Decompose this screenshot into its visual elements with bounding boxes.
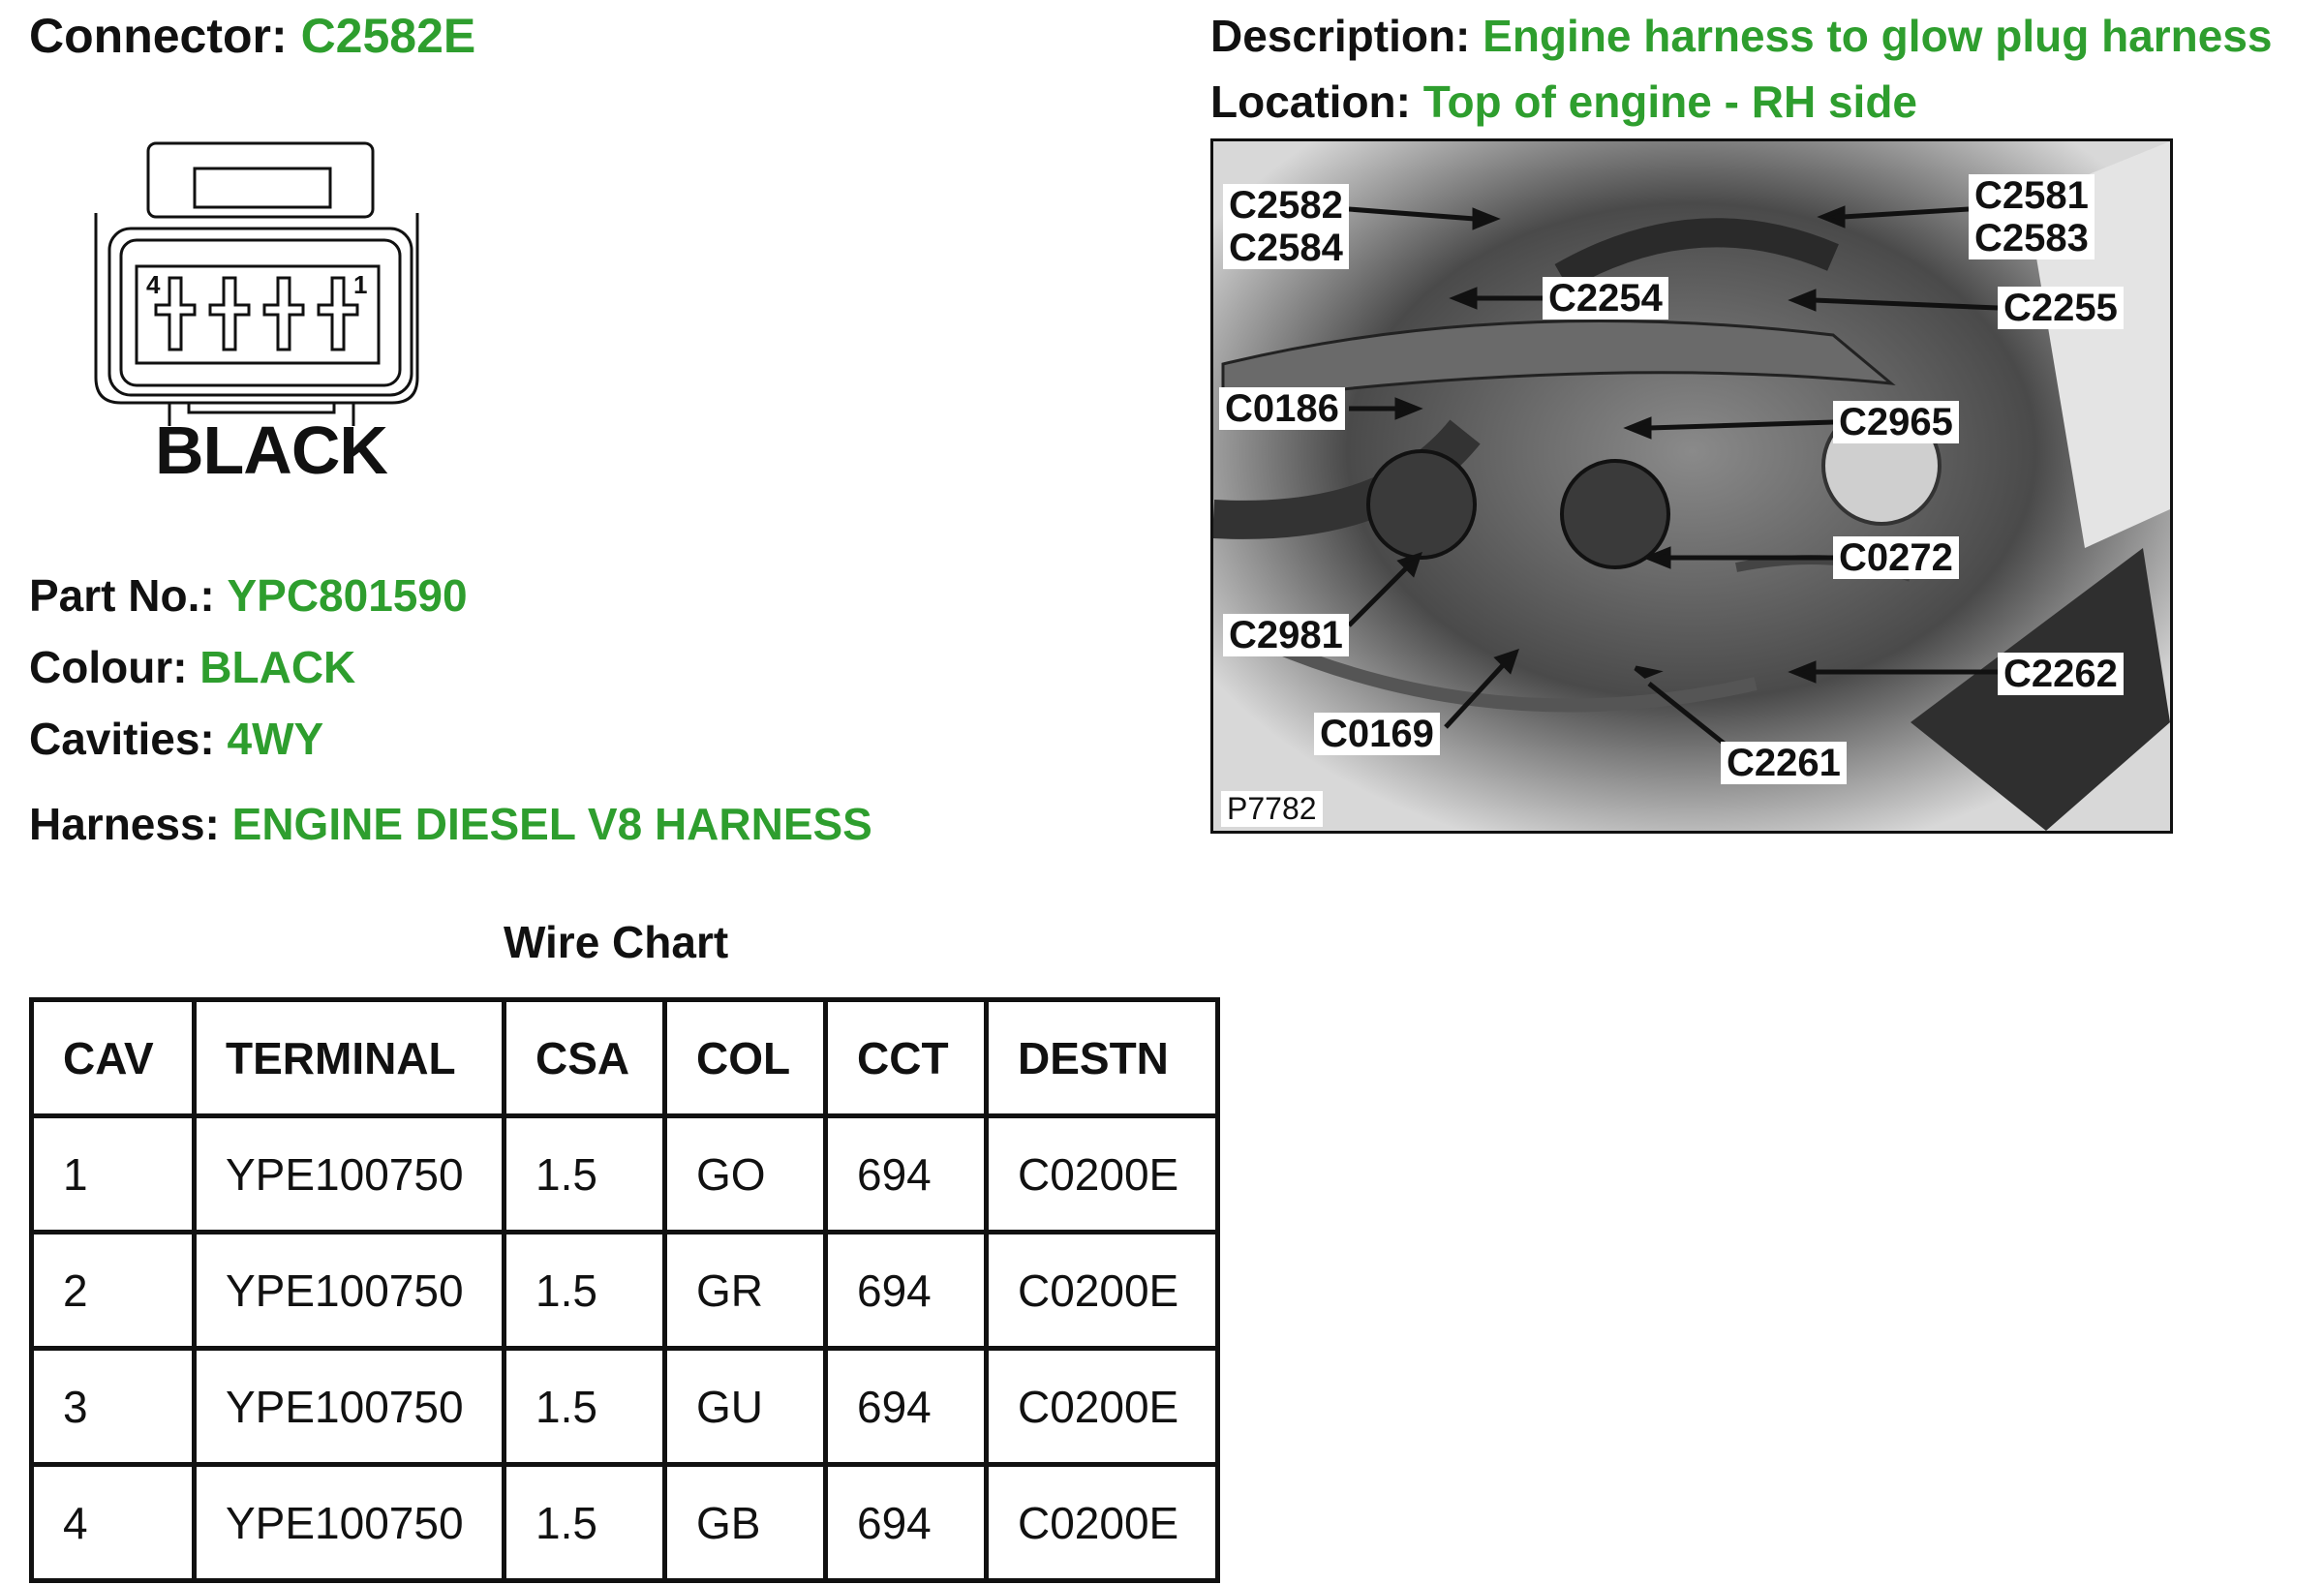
cell-cct: 694 [826,1116,987,1233]
cell-cav: 1 [32,1116,195,1233]
cavities-label: Cavities: [29,714,215,764]
header-cav: CAV [32,1000,195,1116]
cell-col: GR [665,1233,826,1349]
cell-terminal: YPE100750 [195,1233,505,1349]
cell-col: GO [665,1116,826,1233]
cell-terminal: YPE100750 [195,1465,505,1581]
callout-c2254: C2254 [1543,277,1668,320]
cell-cct: 694 [826,1233,987,1349]
callout-c2582: C2582 [1223,184,1349,227]
engine-location-image [1210,138,2173,834]
callout-c2584: C2584 [1223,227,1349,269]
cavities-value: 4WY [227,714,324,764]
cell-cct: 694 [826,1349,987,1465]
connector-color-text: BLACK [155,412,387,488]
cell-csa: 1.5 [505,1349,665,1465]
header-terminal: TERMINAL [195,1000,505,1116]
callout-c2965: C2965 [1833,401,1959,443]
location-label: Location: [1210,76,1411,127]
table-row [32,1349,1218,1465]
harness-label: Harness: [29,799,220,849]
table-row [32,1465,1218,1581]
part-no-value: YPC801590 [227,570,468,621]
header-destn: DESTN [987,1000,1218,1116]
cell-terminal: YPE100750 [195,1116,505,1233]
location-value: Top of engine - RH side [1422,76,1918,127]
header-csa: CSA [505,1000,665,1116]
cell-csa: 1.5 [505,1233,665,1349]
callout-c2255: C2255 [1998,287,2124,329]
cell-col: GB [665,1465,826,1581]
wire-chart-table [29,997,1220,1583]
callout-c2261: C2261 [1721,742,1847,784]
header-col: COL [665,1000,826,1116]
cell-destn: C0200E [987,1349,1218,1465]
callout-c2581: C2581 [1969,174,2095,217]
connector-value: C2582E [300,9,476,63]
wire-chart-title: Wire Chart [504,917,729,967]
cell-cav: 2 [32,1233,195,1349]
cell-cct: 694 [826,1465,987,1581]
cell-csa: 1.5 [505,1116,665,1233]
colour-field [29,641,355,693]
table-row [32,1233,1218,1349]
cell-col: GU [665,1349,826,1465]
header-cct: CCT [826,1000,987,1116]
part-no-field [29,569,468,622]
callout-c2262: C2262 [1998,653,2124,695]
cavities-field [29,713,323,765]
description-label: Description: [1210,11,1471,61]
colour-value: BLACK [199,642,356,692]
pin-number-first: 4 [146,270,161,299]
table-row [32,1116,1218,1233]
description-field [1210,10,2273,62]
callout-c0169: C0169 [1314,713,1440,755]
harness-field [29,798,872,850]
cell-cav: 3 [32,1349,195,1465]
cell-terminal: YPE100750 [195,1349,505,1465]
description-value: Engine harness to glow plug harness [1483,11,2273,61]
callout-c2981: C2981 [1223,614,1349,656]
callout-c2583: C2583 [1969,217,2095,259]
location-field [1210,76,1917,128]
callout-c0186: C0186 [1219,387,1345,430]
table-header-row [32,1000,1218,1116]
part-no-label: Part No.: [29,570,215,621]
figure-reference: P7782 [1221,791,1323,827]
cell-destn: C0200E [987,1233,1218,1349]
connector-label: Connector: [29,9,288,63]
cell-destn: C0200E [987,1116,1218,1233]
connector-field [29,8,475,64]
colour-label: Colour: [29,642,188,692]
cell-cav: 4 [32,1465,195,1581]
cell-csa: 1.5 [505,1465,665,1581]
cell-destn: C0200E [987,1465,1218,1581]
pin-number-last: 1 [353,270,368,299]
harness-value: ENGINE DIESEL V8 HARNESS [231,799,872,849]
callout-c0272: C0272 [1833,536,1959,579]
